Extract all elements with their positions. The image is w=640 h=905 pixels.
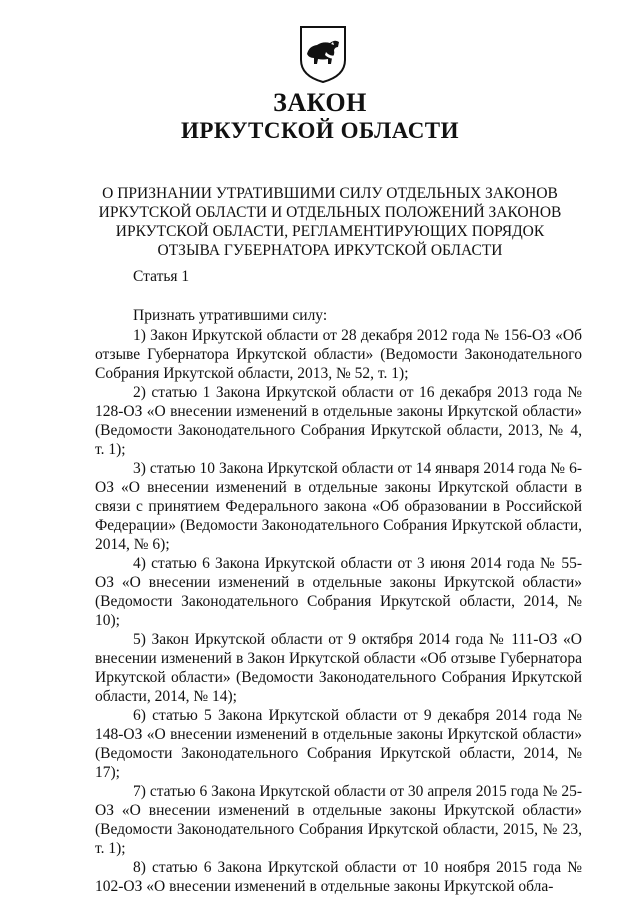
list-item: 2) статью 1 Закона Иркутской области от 16 декабря 2013 года № 128-ОЗ «О внесении изменений в отдельные законы Иркутской области» (Ведомости Законодательного Собрания Иркутской области, 2013, № 4, т. 1); <box>95 384 582 458</box>
list-item: 3) статью 10 Закона Иркутской области от 14 января 2014 года № 6-ОЗ «О внесении изменений в отдельные законы Иркутской области в связи с принятием Федерального закона «Об образовании в Российской Федерации» (Ведомости Законодательного Собрания Иркутской области, 2014, № 6); <box>95 460 582 553</box>
coat-of-arms-icon <box>297 24 349 84</box>
list-item: 7) статью 6 Закона Иркутской области от 30 апреля 2015 года № 25-ОЗ «О внесении изменений в отдельные законы Иркутской области» (Ведомости Законодательного Собрания Иркутской области, 2015, № 23, т. 1); <box>95 783 582 857</box>
law-title: ЗАКОН <box>273 88 367 117</box>
list-item: 4) статью 6 Закона Иркутской области от 3 июня 2014 года № 55-ОЗ «О внесении изменений в отдельные законы Иркутской области» (Ведомости Законодательного Собрания Иркутской области, 2014, № 10); <box>95 555 582 629</box>
law-subject: О ПРИЗНАНИИ УТРАТИВШИМИ СИЛУ ОТДЕЛЬНЫХ ЗАКОНОВ ИРКУТСКОЙ ОБЛАСТИ И ОТДЕЛЬНЫХ ПОЛОЖЕНИЙ ЗАКОНОВ ИРКУТСКОЙ ОБЛАСТИ, РЕГЛАМЕНТИРУЮЩИХ ПОРЯДОК ОТЗЫВА ГУБЕРНАТОРА ИРКУТСКОЙ ОБЛАСТИ <box>98 185 562 259</box>
article-body <box>95 306 582 896</box>
region-title: ИРКУТСКОЙ ОБЛАСТИ <box>180 118 460 143</box>
list-item: 8) статью 6 Закона Иркутской области от 10 ноября 2015 года № 102-ОЗ «О внесении изменений в отдельные законы Иркутской обла- <box>95 859 582 895</box>
list-item: 5) Закон Иркутской области от 9 октября 2014 года № 111-ОЗ «О внесении изменений в Закон Иркутской области «Об отзыве Губернатора Иркутской области» (Ведомости Законодательного Собрания Иркутской области, 2014, № 14); <box>95 631 582 705</box>
article-heading: Статья 1 <box>133 268 190 285</box>
article-intro: Признать утратившими силу: <box>133 307 328 324</box>
list-item: 6) статью 5 Закона Иркутской области от 9 декабря 2014 года № 148-ОЗ «О внесении изменений в отдельные законы Иркутской области» (Ведомости Законодательного Собрания Иркутской области, 2014, № 17); <box>95 707 582 781</box>
list-item: 1) Закон Иркутской области от 28 декабря 2012 года № 156-ОЗ «Об отзыве Губернатора Иркутской области» (Ведомости Законодательного Собрания Иркутской области, 2013, № 52, т. 1); <box>95 327 582 382</box>
